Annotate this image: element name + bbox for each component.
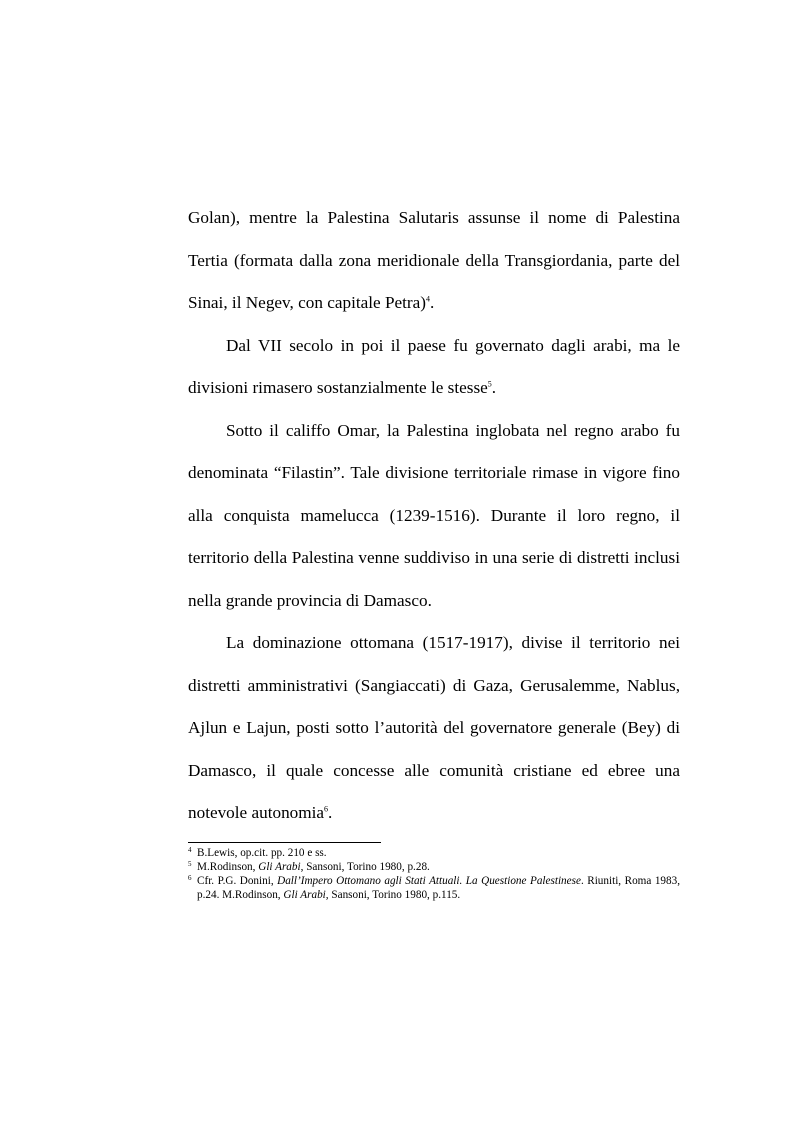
footnote-number: 6: [188, 874, 192, 882]
paragraph-1: [188, 197, 680, 325]
footnote-text: B.Lewis, op.cit. pp. 210 e ss.: [197, 847, 327, 859]
footnote-number: 5: [188, 860, 192, 868]
footnote-ref-4: 4: [426, 294, 430, 304]
paragraph-1-end: .: [430, 293, 435, 312]
book-title: Dall’Impero Ottomano agli Stati Attuali. La Questione Palestinese: [277, 875, 581, 887]
footnote-number: 4: [188, 846, 192, 854]
footnote-6: [188, 874, 680, 902]
paragraph-4-text: La dominazione ottomana (1517-1917), divise il territorio nei distretti amministrativi (Sangiaccati) di Gaza, Gerusalemme, Nablus, Ajlun e Lajun, posti sotto l’autorità del governatore generale (Bey) di Damasco, il quale concesse alle comunità cristiane ed ebree una notevole autonomia: [188, 633, 680, 822]
paragraph-2-text: Dal VII secolo in poi il paese fu governato dagli arabi, ma le divisioni rimasero sostanzialmente le stesse: [188, 335, 680, 397]
paragraph-3: [188, 410, 680, 623]
footnotes: [188, 846, 680, 902]
footnote-ref-6: 6: [324, 804, 329, 814]
footnote-5: [188, 860, 680, 874]
paragraph-2: [188, 325, 680, 410]
footnote-text: Cfr. P.G. Donini, Dall’Impero Ottomano agli Stati Attuali. La Questione Palestinese. Riuniti, Roma 1983, p.24. M.Rodinson, Gli Arabi, Sansoni, Torino 1980, p.115.: [197, 875, 680, 901]
paragraph-3-text: Sotto il califfo Omar, la Palestina inglobata nel regno arabo fu denominata “Filastin”. Tale divisione territoriale rimase in vigore fino alla conquista mamelucca (1239-1516). Durante il loro regno, il territorio della Palestina venne suddiviso in una serie di distretti inclusi nella grande provincia di Damasco.: [188, 420, 680, 610]
book-title: Gli Arabi: [258, 861, 301, 873]
footnote-separator: [188, 842, 381, 843]
paragraph-2-end: .: [491, 378, 497, 397]
footnote-ref-5: 5: [487, 379, 492, 389]
book-title: Gli Arabi,: [283, 889, 329, 901]
footnote-4: [188, 846, 680, 860]
body-text: [188, 197, 680, 835]
paragraph-4: [188, 622, 680, 835]
paragraph-4-end: .: [328, 803, 333, 822]
paragraph-1-text: Golan), mentre la Palestina Salutaris assunse il nome di Palestina Tertia (formata dalla zona meridionale della Transgiordania, parte del Sinai, il Negev, con capitale Petra): [188, 208, 680, 312]
footnote-text: M.Rodinson, Gli Arabi, Sansoni, Torino 1980, p.28.: [197, 861, 430, 873]
